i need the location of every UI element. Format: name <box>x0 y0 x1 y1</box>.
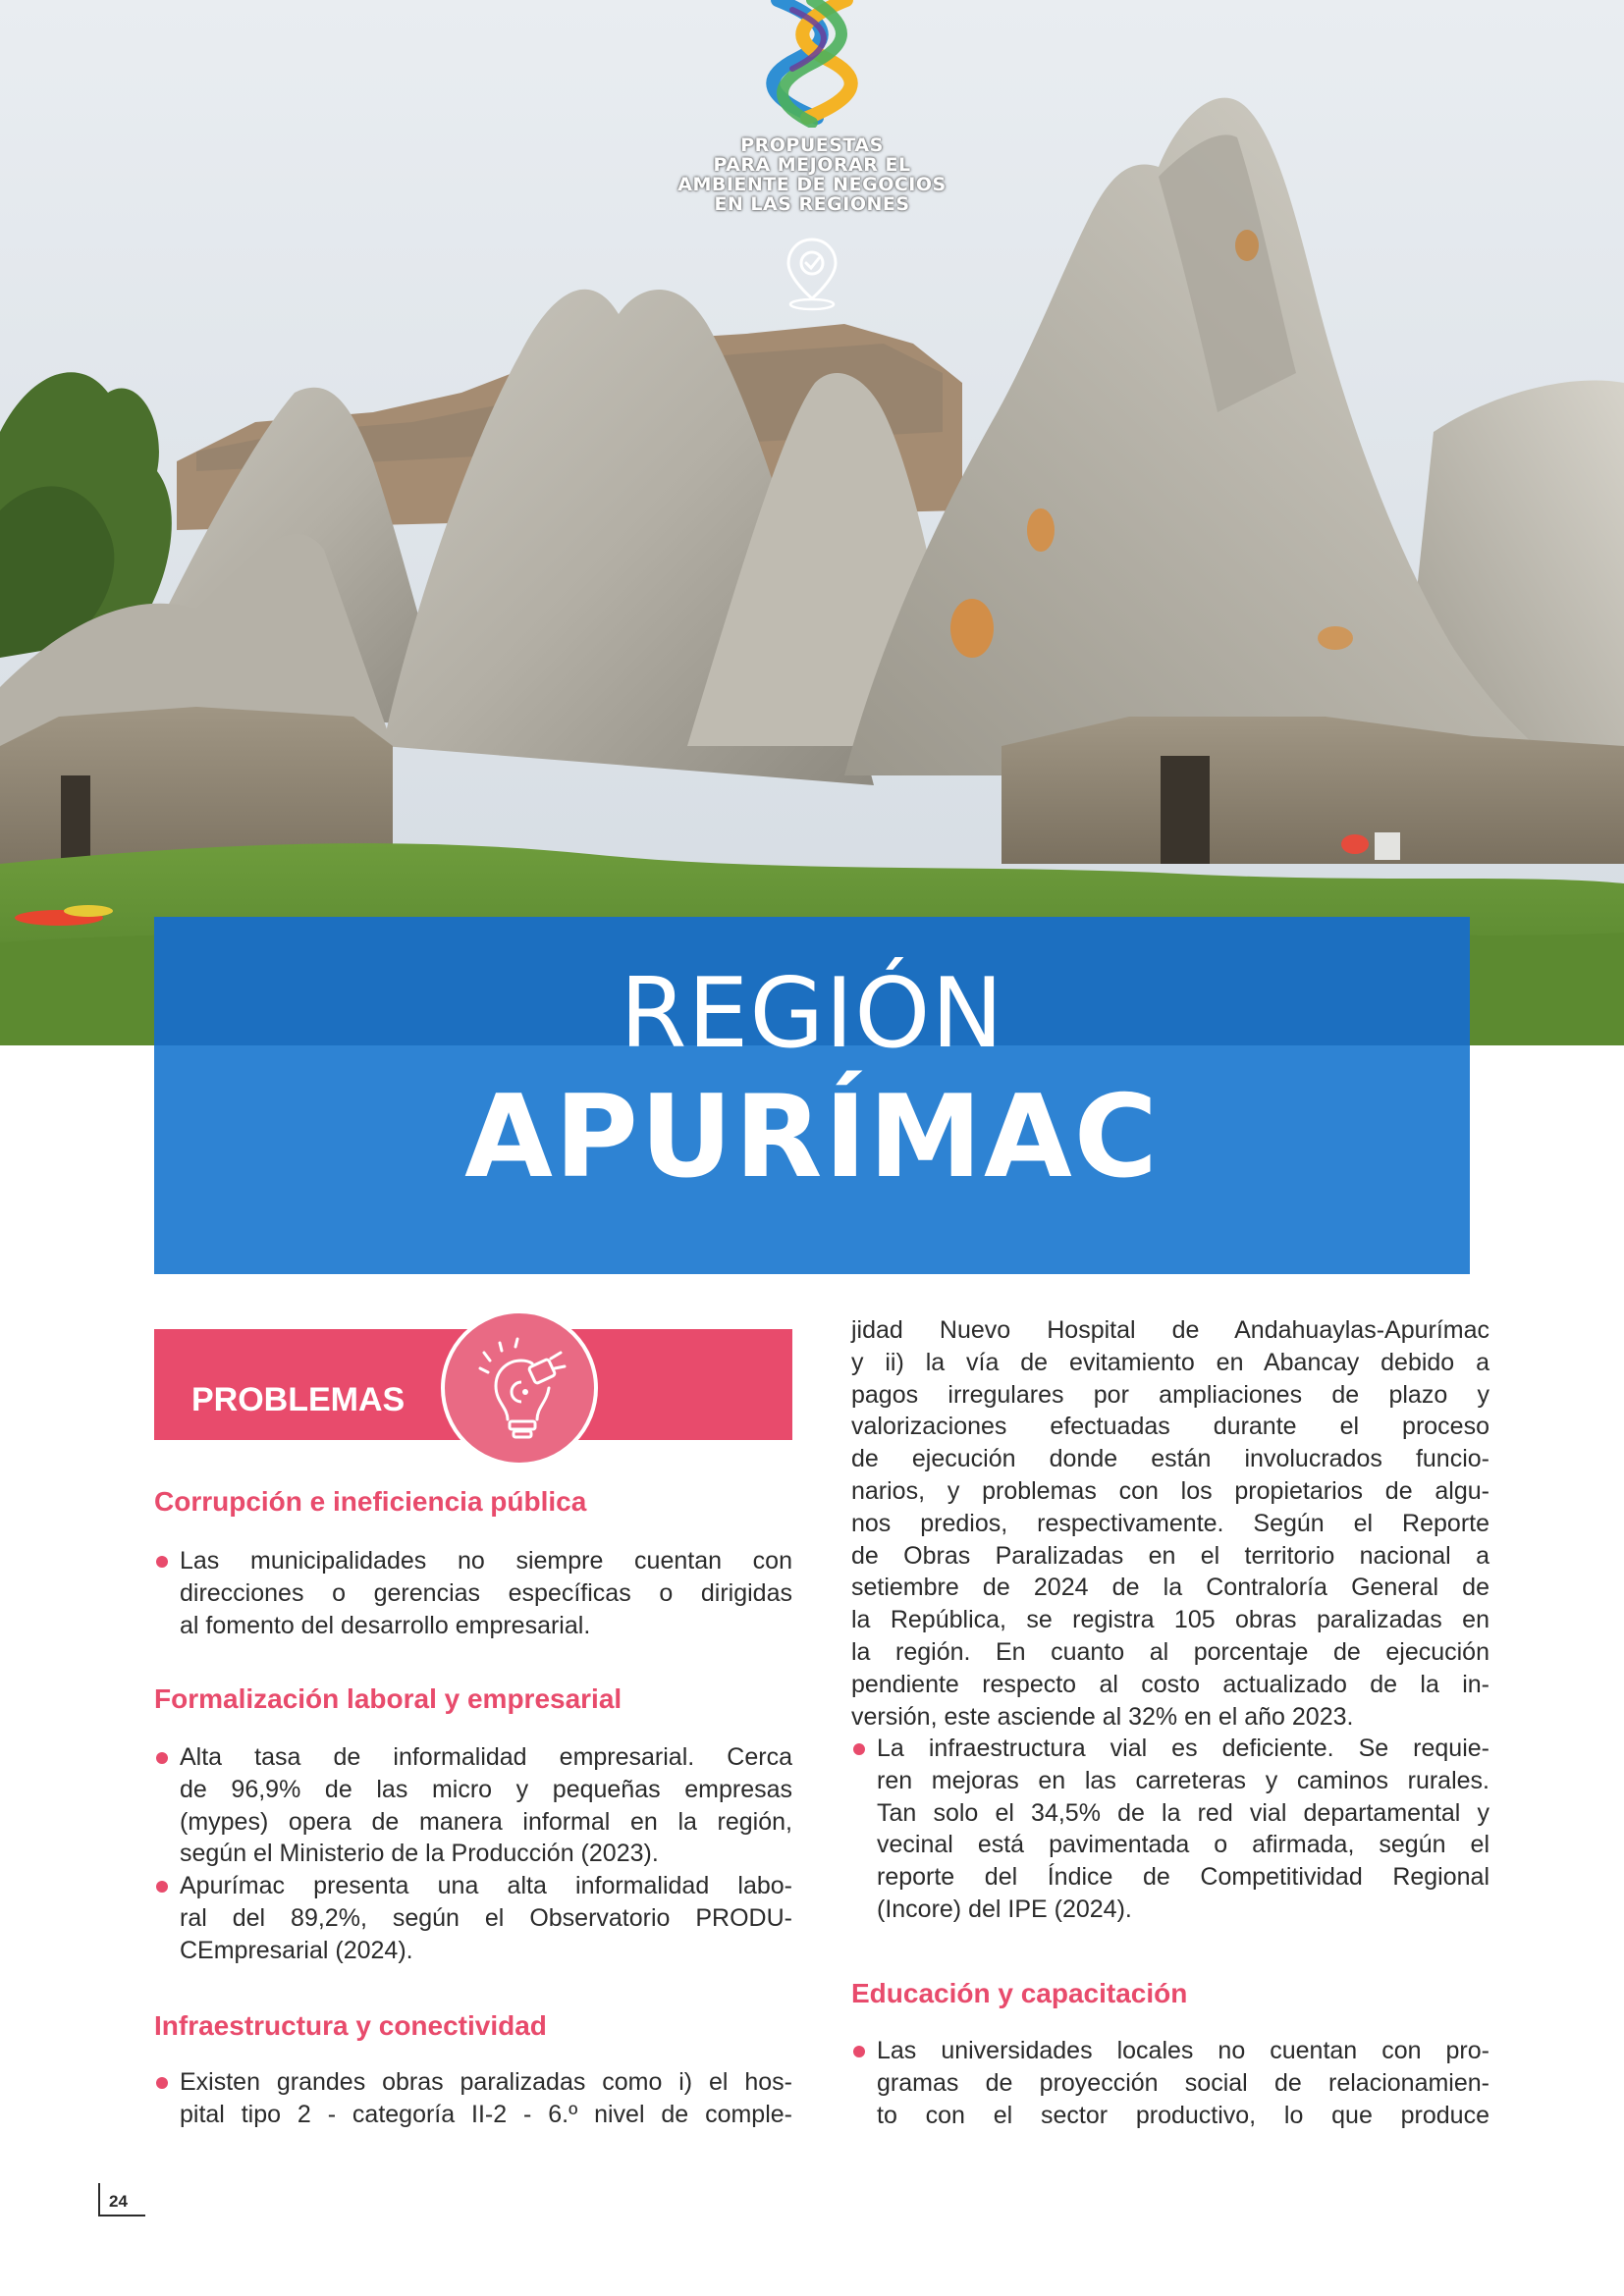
heading-education: Educación y capacitación <box>851 1978 1188 2008</box>
text-line: versión, este asciende al 32% en el año 2023. <box>851 1702 1354 1731</box>
bullet-municipalities <box>154 1545 792 1641</box>
title-region-label: REGIÓN <box>620 958 1004 1070</box>
text-line: vecinal está pavimentada o afirmada, según el <box>877 1831 1489 1859</box>
text-line: Apurímac presenta una alta informalidad labo- <box>180 1872 792 1899</box>
text-line: nos predios, respectivamente. Según el Reporte <box>851 1509 1489 1537</box>
text-line: pital tipo 2 - categoría II-2 - 6.º nivel de comple- <box>180 2100 792 2128</box>
text-line: gramas de proyección social de relacionamien- <box>877 2068 1489 2097</box>
brand-line: AMBIENTE DE NEGOCIOS <box>677 174 947 195</box>
text-line: Existen grandes obras paralizadas como i) el hos- <box>180 2068 792 2096</box>
brand-tagline <box>616 135 1008 214</box>
text-line: Las municipalidades no siempre cuentan con <box>180 1547 792 1575</box>
text-line: al fomento del desarrollo empresarial. <box>180 1611 591 1639</box>
text-line: reporte del Índice de Competitividad Regional <box>877 1863 1489 1892</box>
text-line: La infraestructura vial es deficiente. Se requie- <box>877 1735 1489 1762</box>
braided-ribbon-logo <box>758 0 866 128</box>
bullet-paralyzed-works <box>154 2066 792 2131</box>
title-region-name: APURÍMAC <box>464 1071 1160 1203</box>
location-check-icon <box>773 234 851 312</box>
text-line: to con el sector productivo, lo que produce <box>877 2101 1489 2129</box>
brand-line: EN LAS REGIONES <box>714 193 910 215</box>
text-line: pagos irregulares por ampliaciones de plazo y <box>851 1380 1489 1409</box>
lightbulb-idea-icon <box>466 1333 580 1447</box>
bullet-labor-informality <box>154 1870 792 1966</box>
paragraph-paralyzed-works-continued <box>851 1314 1489 1733</box>
text-line: Tan solo el 34,5% de la red vial departamental y <box>877 1798 1489 1827</box>
text-line: de 96,9% de las micro y pequeñas empresas <box>180 1775 792 1803</box>
text-line: setiembre de 2024 de la Contraloría General de <box>851 1574 1489 1602</box>
text-line: Alta tasa de informalidad empresarial. Cerca <box>180 1743 792 1771</box>
text-line: jidad Nuevo Hospital de Andahuaylas-Apurímac <box>851 1316 1489 1344</box>
title-banner <box>154 917 1470 1274</box>
heading-infrastructure: Infraestructura y conectividad <box>154 2010 547 2041</box>
text-line: (mypes) opera de manera informal en la región, <box>180 1807 792 1836</box>
brand-line: PARA MEJORAR EL <box>713 154 911 176</box>
bullet-universities <box>851 2035 1489 2131</box>
text-line: (Incore) del IPE (2024). <box>877 1895 1132 1923</box>
text-line: narios, y problemas con los propietarios de algu- <box>851 1476 1489 1505</box>
page-number: 24 <box>98 2183 145 2216</box>
text-line: la región. En cuanto al porcentaje de ejecución <box>851 1637 1489 1666</box>
text-line: la República, se registra 105 obras paralizadas en <box>851 1606 1489 1634</box>
text-line: ren mejoras en las carreteras y caminos rurales. <box>877 1766 1489 1794</box>
text-line: y ii) la vía de evitamiento en Abancay debido a <box>851 1348 1489 1376</box>
section-label: PROBLEMAS <box>191 1381 406 1418</box>
heading-formalization: Formalización laboral y empresarial <box>154 1683 623 1714</box>
heading-corruption: Corrupción e ineficiencia pública <box>154 1486 587 1517</box>
text-line: direcciones o gerencias específicas o dirigidas <box>180 1578 792 1607</box>
text-line: de Obras Paralizadas en el territorio nacional a <box>851 1541 1489 1570</box>
section-badge <box>441 1309 598 1467</box>
text-line: según el Ministerio de la Producción (2023). <box>180 1840 659 1868</box>
text-line: valorizaciones efectuadas durante el proceso <box>851 1413 1489 1441</box>
text-line: ral del 89,2%, según el Observatorio PRODU- <box>180 1903 792 1932</box>
text-line: CEmpresarial (2024). <box>180 1936 413 1964</box>
text-line: pendiente respecto al costo actualizado de la in- <box>851 1670 1489 1698</box>
bullet-road-infrastructure <box>851 1733 1489 1926</box>
brand-line: PROPUESTAS <box>740 134 884 156</box>
text-line: de ejecución donde están involucrados funcio- <box>851 1445 1489 1473</box>
text-line: Las universidades locales no cuentan con pro- <box>877 2037 1489 2064</box>
brand-header <box>616 0 1008 312</box>
bullet-business-informality <box>154 1741 792 1870</box>
